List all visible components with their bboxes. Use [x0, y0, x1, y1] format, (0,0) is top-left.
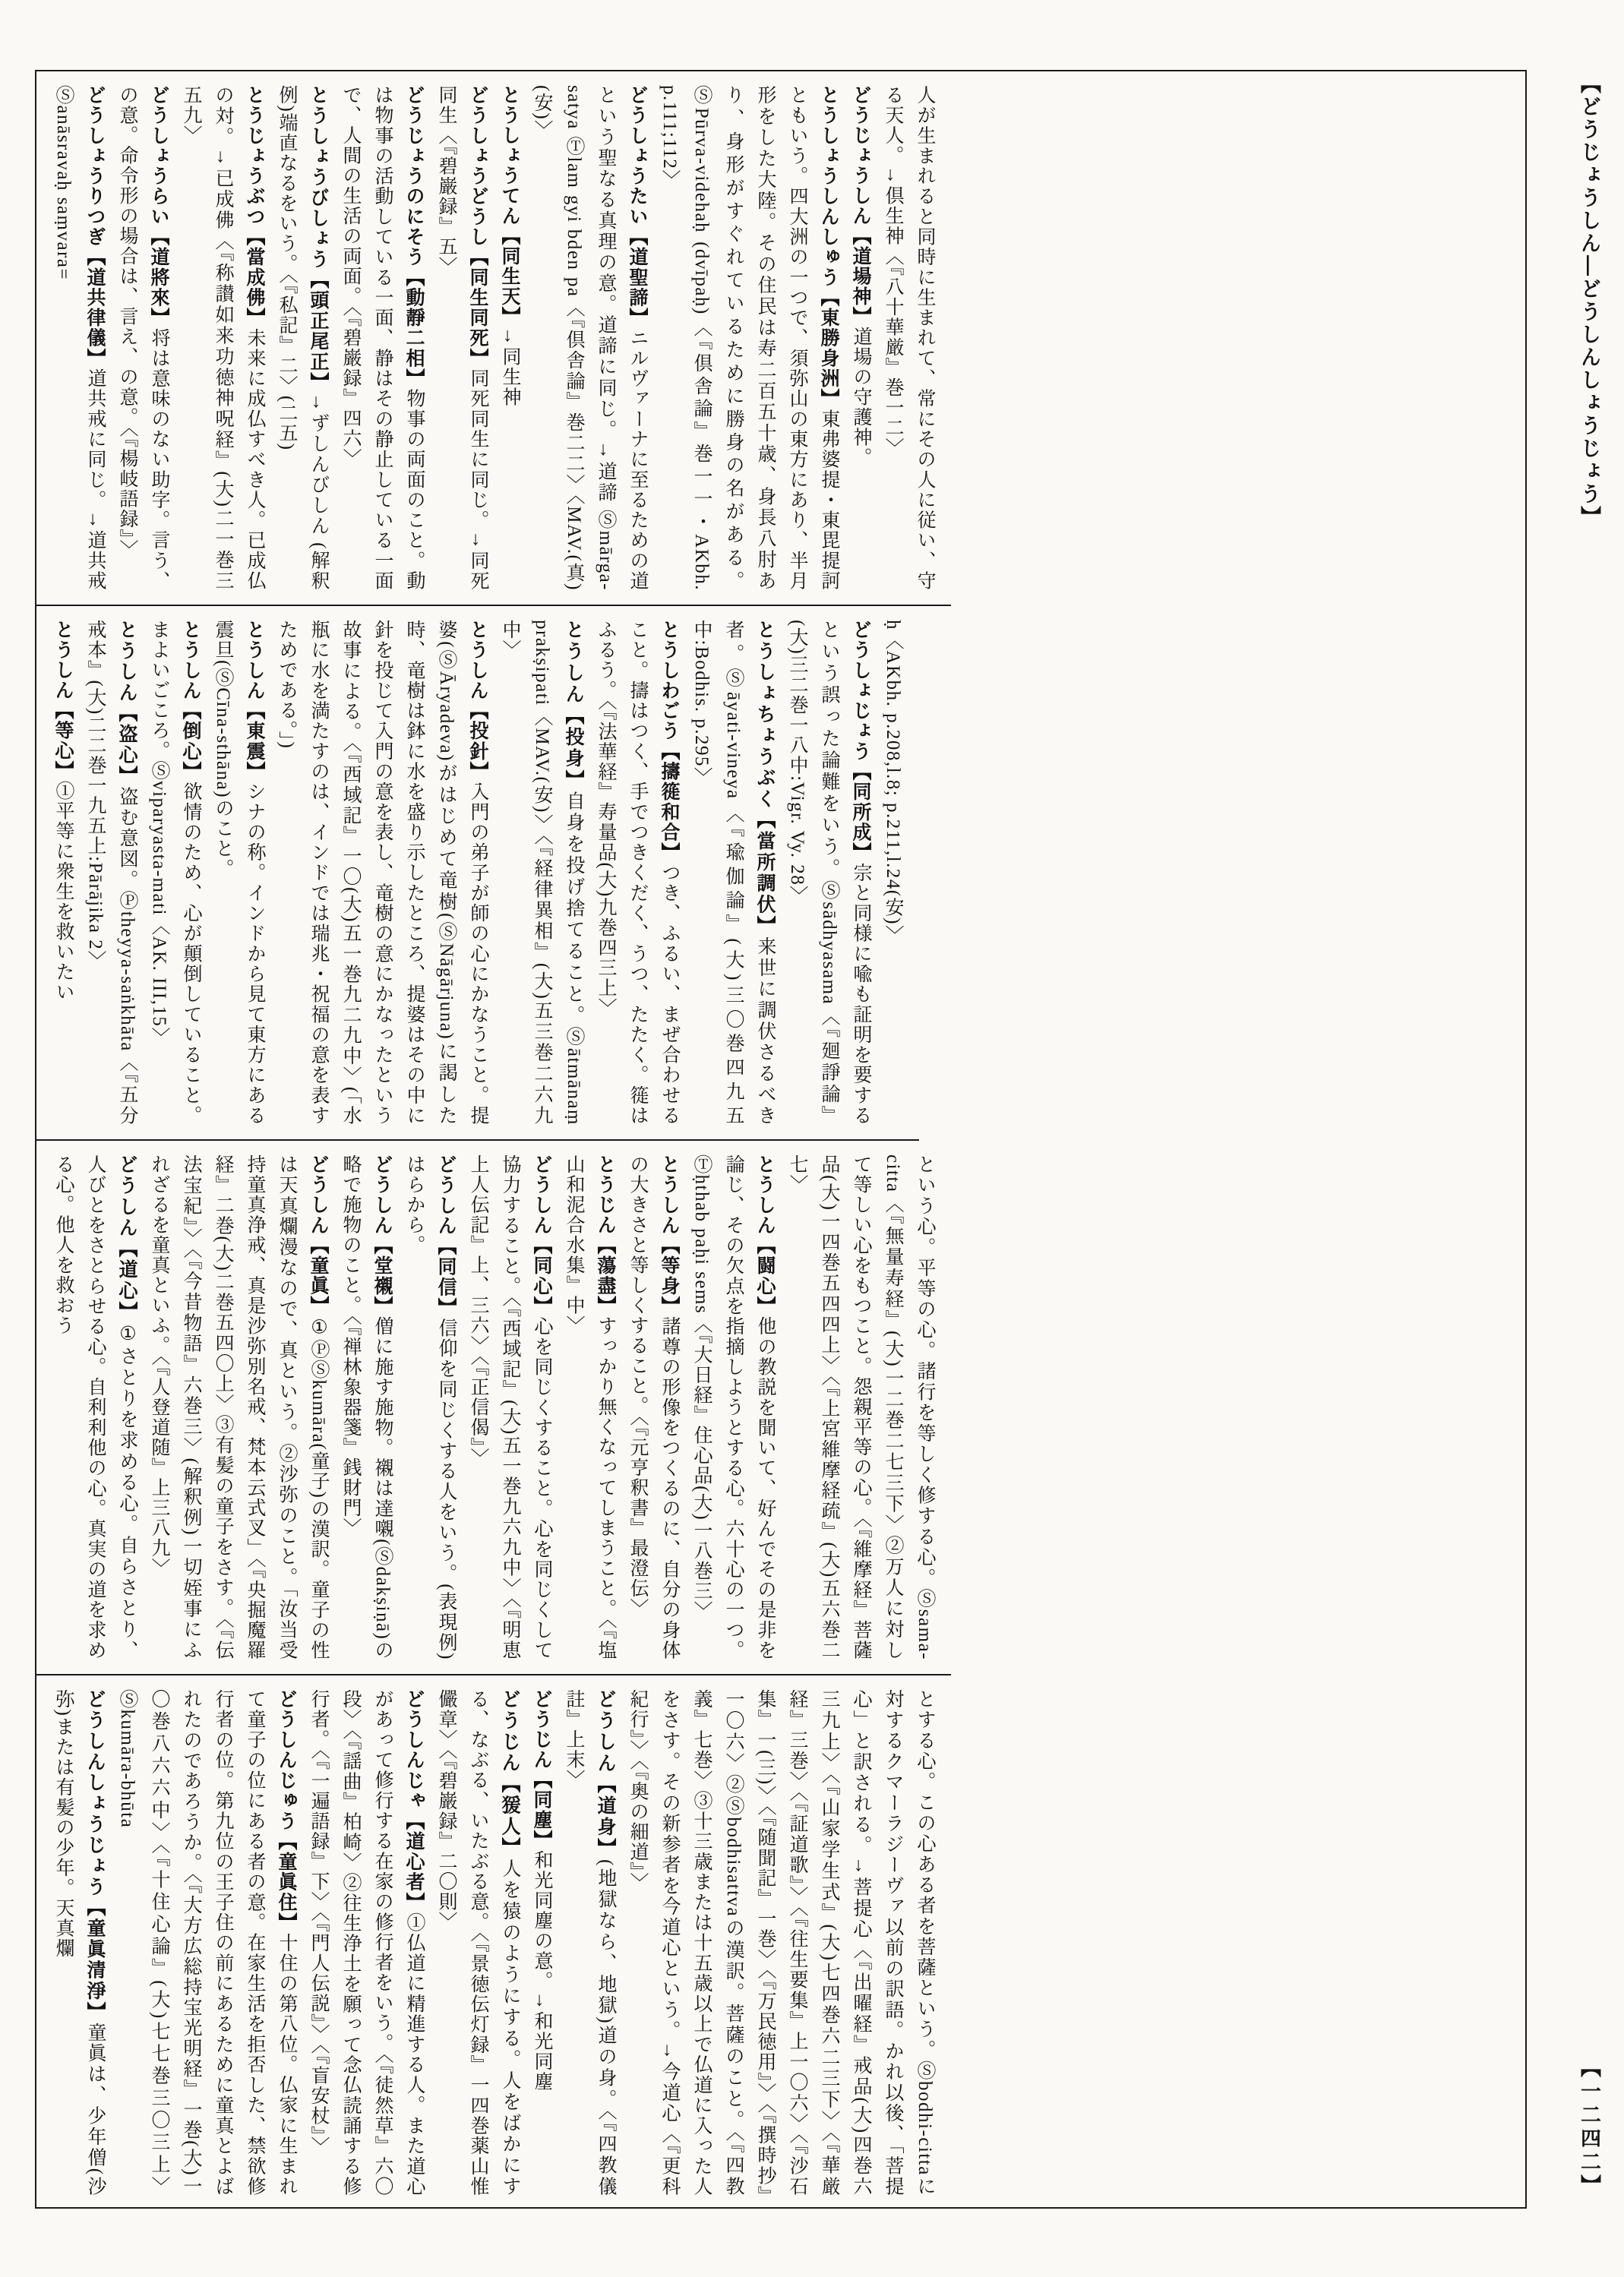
- entry-body: という心。平等の心。諸行を等しく修する心。Ⓢsama-citta〈『無量寿経』(大)一二巻二七三下〉②万人に対して等しい心をもつこと。怨親平等の心。〈『維摩経』菩薩品(大)一四巻五四四上〉〈『上宮維摩経疏』(大)五六巻二七〉: [787, 1154, 935, 1660]
- entry-headword: とうしわごう【擣簁和合】: [659, 620, 680, 863]
- entry-body: つき、ふるい、まぜ合わせること。擣はつく、手でつきくだく、うつ、たたく。簁はふるう。〈『法華経』寿量品(大)九巻四三上〉: [596, 620, 680, 1126]
- entry-headword: どうしんじゃ【道心者】: [403, 1689, 425, 1913]
- entry-body: 人を猿のようにする。人をばかにする、なぶる、いたぶる意。〈『景徳伝灯録』一四巻薬山惟儼章〉〈『碧巌録』二〇則〉: [436, 1689, 520, 2197]
- band-4: [36, 1675, 951, 2210]
- dictionary-entry: [494, 85, 526, 591]
- entry-headword: どうじょうのにそう【動靜二相】: [403, 85, 425, 389]
- entry-body: (地獄なら、地獄)道の身。〈『四教儀註』上末〉: [564, 1689, 616, 2196]
- dictionary-entry: [175, 85, 270, 591]
- dictionary-entry: [143, 1154, 334, 1660]
- dictionary-entry: [877, 85, 940, 591]
- band-2: [36, 606, 919, 1141]
- dictionary-entry: [558, 1154, 621, 1660]
- entry-body: ニルヴァーナに至るための道という聖なる真理の意。道諦に同じ。→道諦 Ⓢmārga-satya Ⓣlam gyi bden pa〈『倶舎論』巻二二〉〈MAV.(真)(安)〉: [532, 85, 648, 592]
- entry-headword: どうしょうたい【道聖諦】: [627, 85, 648, 328]
- dictionary-entry: [334, 1154, 398, 1660]
- dictionary-entry: [621, 1154, 685, 1660]
- entry-headword: とうしょちょうぶく【當所調伏】: [754, 620, 776, 937]
- entry-headword: とうしん【東震】: [244, 620, 265, 782]
- running-head: 【どうじょうしん―どうしんしょうじょう】: [1578, 73, 1600, 529]
- entry-headword: どうじょうしん【道場神】: [850, 85, 871, 327]
- dictionary-entry: [79, 620, 143, 1126]
- entry-body: →同生神: [500, 327, 520, 407]
- dictionary-entry: [47, 620, 79, 1126]
- dictionary-entry: [302, 1689, 430, 2196]
- entry-body: 心を同じくすること。心を同じくして協力すること。〈『西域記』(大)五一巻九六九中〉〈『明恵上人伝記』上、三六〉〈『正信偈』〉: [468, 1154, 552, 1661]
- entry-body: 物事の両面のこと。動は物事の活動している一面、静はその静止している一面で、人間の生活の両面。〈『碧巌録』四六〉: [340, 85, 425, 592]
- entry-body: 諸尊の形像をつくるのに、自分の身体の大きさと等しくすること。〈『元亨釈書』最澄伝〉: [627, 1154, 680, 1661]
- entry-headword: どうしん【童眞】: [308, 1154, 329, 1316]
- dictionary-entry: [398, 1154, 462, 1660]
- entry-body: シナの称。インドから見て東方にある震旦(ⓈCīna-sthāna)のこと。: [213, 620, 265, 1126]
- entry-headword: どうしんしょうじょう【童眞清淨】: [84, 1689, 106, 2023]
- entry-headword: どうしん【同信】: [435, 1154, 457, 1319]
- dictionary-entry: [845, 85, 877, 591]
- entry-headword: どうじん【同塵】: [531, 1689, 552, 1850]
- entry-headword: どうしん【堂襯】: [371, 1154, 393, 1317]
- entry-headword: どうしょうらい【道將來】: [148, 85, 169, 328]
- entry-headword: とうしん【盗心】: [116, 620, 137, 787]
- dictionary-entry: [334, 85, 430, 591]
- band-1: [36, 71, 951, 606]
- entry-body: →ずしんびしん (解釈例)端直なるをいう。〈『私記』二〉(二五): [276, 85, 329, 591]
- dictionary-entry: [143, 620, 207, 1126]
- entry-headword: とうしん【闘心】: [754, 1154, 776, 1317]
- entry-body: 和光同塵の意。→和光同塵: [532, 1850, 552, 2092]
- dictionary-entry: [653, 85, 845, 591]
- page-number: 【一二四二】: [1578, 2057, 1600, 2198]
- entry-body: 僧に施す施物。襯は達嚫(Ⓢdakṣiṇā)の略で施物のこと。〈『禅林象器箋』銭財門〉: [340, 1154, 393, 1661]
- dictionary-entry: [462, 1154, 558, 1660]
- dictionary-entry: [430, 1689, 526, 2196]
- entry-body: 欲情のため、心が顛倒していること。まよいごころ。Ⓢviparyasta-mati〈AK. III,15〉: [149, 620, 201, 1126]
- entry-body: ①ⓅⓈkumāra(童子)の漢訳。童子の性は天真爛漫なので、真という。②沙弥のこと。「汝当受持童真浄戒、真是沙弥別名戒、梵本云式叉」〈『央掘魔羅経』二巻(大)二巻五四〇上〉③有髪の童子をさす。〈『伝法宝紀』〉〈『今昔物語』六巻三〉(解釈例)一切姪事にふれざるを童真といふ。〈『人登道随』上三八九〉: [149, 1154, 329, 1660]
- entry-headword: とうしん【投身】: [563, 620, 584, 791]
- dictionary-entry: [111, 1689, 302, 2196]
- entry-body: 来世に調伏さるべき者。Ⓢāyati-vineya〈『瑜伽論』(大)三〇巻四九五中:Bodhis. p.295〉: [691, 620, 776, 1126]
- entry-body: 未来に成仏すべき人。已成仏の対。→已成佛〈『称讃如来功徳神呪経』(大)二一巻三五九〉: [181, 85, 265, 592]
- entry-body: 道共戒に同じ。→道共戒 Ⓢanāsravaḥ saṃvara=: [53, 85, 106, 592]
- dictionary-entry: [47, 1689, 111, 2196]
- entry-body: 東弗婆提・東毘提訶ともいう。四大洲の一つで、須弥山の東方にあり、半月形をした大陸。その住民は寿二百五十歳、身長八肘あり、身形がすぐれているために勝身の名がある。ⓈPūrva-videhaḥ (dvīpaḥ)〈『倶舎論』巻一一・AKbh. p.111;112〉: [659, 85, 839, 592]
- dictionary-entry: [589, 620, 685, 1126]
- entry-body: 盗む意図。Ⓟtheyya-saṅkhāta〈『五分戒本』(大)二二巻一九五上:Pārājika 2〉: [85, 620, 137, 1126]
- dictionary-entry: [111, 85, 175, 591]
- entry-headword: どうじん【猨人】: [499, 1689, 520, 1859]
- entry-body: ①平等に衆生を救いたい: [53, 781, 74, 1003]
- entry-headword: どうしん【同心】: [531, 1154, 552, 1317]
- dictionary-entry: [430, 85, 494, 591]
- dictionary-entry: [207, 620, 270, 1126]
- dictionary-entry: [685, 620, 781, 1126]
- entry-headword: とうしょうびしょう【頭正尾正】: [308, 85, 329, 393]
- entry-headword: どうしん【道身】: [595, 1689, 616, 1859]
- dictionary-entry: [47, 1154, 143, 1660]
- entry-body: ①さとりを求める心。自らさとり、人びとをさとらせる心。自利利他の心。真実の道を求める心。他人を救おう: [53, 1154, 137, 1661]
- dictionary-entry: [558, 1689, 621, 2196]
- entry-body: 道場の守護神。: [851, 327, 871, 468]
- entry-body: 同死同生に同じ。→同死同生〈『碧巌録』五〉: [436, 85, 488, 592]
- dictionary-entry: [526, 1689, 558, 2196]
- entry-body: 他の教説を聞いて、好んでその是非を論じ、その欠点を指摘しようとする心。六十心の一つ。Ⓣḥthab paḥi sems〈『大日経』住心品(大)一八巻三〉: [691, 1154, 776, 1661]
- entry-body: 信仰を同じくする人をいう。(表現例)はらから。: [404, 1154, 457, 1660]
- dictionary-entry: [621, 1689, 940, 2196]
- dictionary-entry: [526, 85, 653, 591]
- entry-headword: どうしょうりつぎ【道共律儀】: [84, 85, 106, 369]
- entry-body: すっかり無くなってしまうこと。〈『塩山和泥合水集』中〉: [564, 1154, 616, 1661]
- entry-headword: とうしん【倒心】: [180, 620, 201, 782]
- dictionary-entry: [781, 1154, 940, 1660]
- entry-body: 十住の第八位。仏家に生まれて童子の位にある者の意。在家生活を拒否した、禁欲修行者の位。第九位の王子住の前にあるために童真とよばれたのであろうか。〈『大方広総持宝光明経』一巻(大)一〇巻八六六中〉〈『十住心論』(大)七七巻三〇三上〉Ⓢkumāra-bhūta: [117, 1689, 297, 2197]
- content-frame: [35, 70, 1527, 2209]
- entry-headword: とうしん【等身】: [659, 1154, 680, 1317]
- entry-body: ḥ〈AKbh. p.208,l.8; p.211,l.24(安)〉: [883, 620, 903, 946]
- dictionary-entry: [877, 620, 908, 1126]
- dictionary-entry: [685, 1154, 781, 1660]
- entry-headword: どうしょじょう【同所成】: [850, 620, 871, 863]
- dictionary-entry: [781, 620, 877, 1126]
- entry-body: 将は意味のない助字。言う、の意。命令形の場合は、言え、の意。〈『楊岐語録』〉: [117, 85, 169, 592]
- entry-body: 童眞は、少年僧(沙弥)または有髪の少年。天真爛: [53, 1689, 106, 2196]
- entry-headword: どうしょうどうし【同生同死】: [467, 85, 488, 369]
- entry-headword: どうしん【道心】: [116, 1154, 137, 1323]
- dictionary-entry: [270, 85, 334, 591]
- dictionary-entry: [47, 85, 111, 591]
- entry-body: 入門の弟子が師の心にかなうこと。提婆(ⓈĀryadeva)がはじめて竜樹(ⓈNāgārjuna)に謁した時、竜樹は鉢に水を盛り示したところ、提婆はその中に針を投じて入門の意を表し、竜樹の意にかなったという故事による。〈『西域記』一〇(大)五一巻九二九中〉(「水瓶に水を満たすのは、インドでは瑞兆・祝福の意を表すためである。」): [276, 620, 488, 1126]
- entry-body: 宗と同様に喩も証明を要するという誤った論難をいう。Ⓢsādhyasama〈『廻諍論』(大)三二巻一八中:Vigr. Vy. 28〉: [787, 620, 871, 1126]
- entry-body: 人が生まれると同時に生まれて、常にその人に従い、守る天人。→倶生神〈『八十華厳』巻一二〉: [883, 85, 935, 591]
- dictionary-entry: [494, 620, 589, 1126]
- entry-headword: とうしょうてん【同生天】: [499, 85, 520, 327]
- entry-body: とする心。この心ある者を菩薩という。Ⓢbodhi-cittaに対するクマーラジーヴァ以前の訳語。かれ以後、「菩提心」と訳される。→菩提心〈『出曜経』戒品(大)四巻六三九上〉〈『山家学生式』(大)七四巻六二三下〉〈『華厳経』三巻〉〈『証道歌』〉〈『往生要集』上一〇六〉〈『沙石集』一(三)〉〈『随聞記』一巻〉〈『万民徳用』〉〈『撰時抄』一〇六〉②Ⓢbodhisattvaの漢訳。菩薩のこと。〈『四教義』七巻〉③十三歳または十五歳以上で仏道に入った人をさす。その新参者を今道心という。→今道心〈『更科紀行』〉〈『奥の細道』〉: [627, 1689, 935, 2196]
- entry-body: ①仏道に精進する人。また道心があって修行する在家の修行者をいう。〈『徒然草』六〇段〉〈『謡曲』柏崎〉②往生浄土を願って念仏読誦する修行者。〈『一遍語録』下〉〈『門人伝説』〉〈『盲安杖』〉: [308, 1689, 425, 2197]
- entry-headword: とうじょうぶつ【當成佛】: [244, 85, 265, 328]
- entry-headword: とうしん【等心】: [52, 620, 74, 781]
- entry-headword: とうしょうしんしゅう【東勝身洲】: [818, 85, 839, 409]
- entry-headword: どうしんじゅう【童眞住】: [276, 1689, 297, 1933]
- band-3: [36, 1141, 951, 1675]
- entry-headword: とうじん【蕩盡】: [595, 1154, 616, 1316]
- entry-body: 自身を投げ捨てること。Ⓢātmānaṃ prakṣipati〈MAV.(安)〉〈『経律異相』(大)五三巻二六九中〉: [500, 620, 584, 1126]
- entry-headword: とうしん【投針】: [467, 620, 488, 782]
- dictionary-entry: [270, 620, 494, 1126]
